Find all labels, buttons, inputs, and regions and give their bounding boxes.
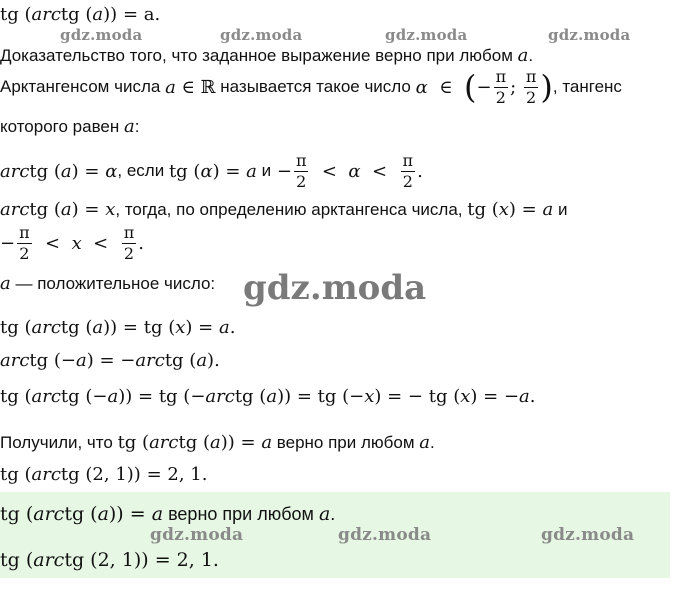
if-word: , если xyxy=(117,161,165,180)
line-1: tg (arctg (a)) = a. xyxy=(0,4,161,25)
and-word: и xyxy=(261,161,272,180)
line-8: a — положительное число: xyxy=(0,273,216,294)
line-11: tg (arctg (−a)) = tg (−arctg (a)) = tg (−x) = − tg (x) = −a. xyxy=(0,386,536,407)
line-9: tg (arctg (a)) = tg (x) = a. xyxy=(0,317,236,338)
arctan-def-mid: называется такое число xyxy=(220,77,411,96)
then-text: , тогда, по определению арктангенса числа, xyxy=(115,200,463,219)
formula-tail: = a. xyxy=(122,4,161,25)
line-6: arctg (a) = x, тогда, по определению арктангенса числа, tg (x) = a и xyxy=(0,199,568,220)
watermark: gdz.moda xyxy=(548,26,631,44)
line-10: arctg (−a) = −arctg (a). xyxy=(0,350,220,371)
true-for-any: верно при любом xyxy=(276,433,415,452)
line-5: arctg (a) = α , если tg (α) = a и − $\frac{\pi}{2}$ < α < $\frac{\pi}{2}$ . xyxy=(0,150,423,191)
line-13: tg (arctg (2, 1)) = 2, 1. xyxy=(0,464,208,485)
fraction: $\frac{\pi}{2}$ xyxy=(19,222,30,263)
watermark-large: gdz.moda xyxy=(243,268,427,308)
fraction: $\frac{\pi}{2}$ xyxy=(295,150,307,191)
watermark: gdz.moda xyxy=(150,525,244,545)
line-7: − $\frac{\pi}{2}$ < x < $\frac{\pi}{2}$ . xyxy=(0,222,144,263)
arctan-def: Арктангенсом числа xyxy=(0,77,161,96)
fraction: $\frac{\pi}{2}$ xyxy=(402,150,414,191)
and-word: и xyxy=(557,200,568,219)
line-12: Получили, что tg (arctg (a)) = a верно при любом a. xyxy=(0,432,435,453)
fraction: $\frac{\pi}{2}$ xyxy=(525,66,537,107)
watermark: gdz.moda xyxy=(541,525,635,545)
value-21-result: = 2, 1. xyxy=(146,464,208,485)
value-21: 2, 1 xyxy=(92,464,127,485)
fraction: $\frac{\pi}{2}$ xyxy=(495,66,507,107)
answer-true-for-any: верно при любом xyxy=(168,504,314,524)
proof-text: Доказательство того, что заданное выражение верно при любом xyxy=(0,46,513,65)
fraction: $\frac{\pi}{2}$ xyxy=(123,222,135,263)
positive-text: — положительное число: xyxy=(15,274,216,293)
answer-line-2: tg (arctg (2, 1)) = 2, 1. xyxy=(0,549,219,571)
answer-line-1: tg (arctg (a)) = a верно при любом a. xyxy=(0,503,336,525)
value-21: 2, 1 xyxy=(97,549,134,571)
value-21-result: = 2, 1. xyxy=(154,549,219,571)
watermark: gdz.moda xyxy=(220,26,303,44)
which-equals: которого равен xyxy=(0,117,120,136)
line-2: Доказательство того, что заданное выражение верно при любом a. xyxy=(0,45,534,66)
watermark: gdz.moda xyxy=(385,26,468,44)
watermark: gdz.moda xyxy=(338,525,432,545)
got-text: Получили, что xyxy=(0,433,113,452)
watermark: gdz.moda xyxy=(60,26,143,44)
line-4: которого равен a: xyxy=(0,116,140,137)
arctan-def-end: , тангенс xyxy=(552,77,622,96)
line-3: Арктангенсом числа a ∈ ℝ называется такое число α ∈ ( − $\frac{\pi}{2}$ ; $\frac{\pi}{2}$ ) , тангенс xyxy=(0,66,622,107)
